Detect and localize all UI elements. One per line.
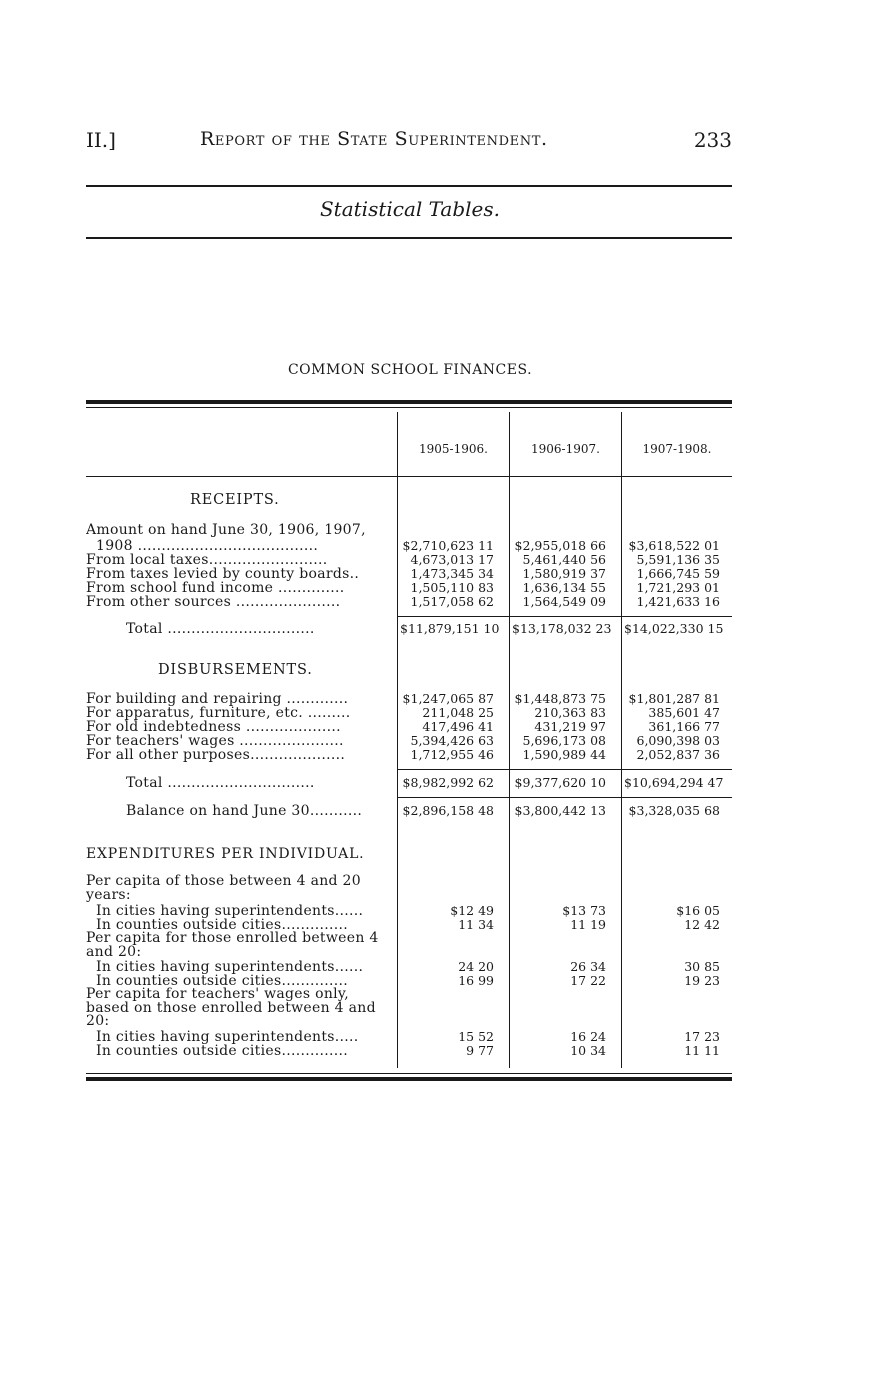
cell-1905-1906: 11 34 <box>458 917 494 932</box>
cell-1907-1908: 1,666,745 59 <box>636 566 720 581</box>
cell-1907-1908: 12 42 <box>684 917 720 932</box>
expenditures-heading: EXPENDITURES PER INDIVIDUAL. <box>86 846 365 862</box>
row-label: In cities having superintendents...... <box>96 904 364 918</box>
row-label: From other sources ...................... <box>86 595 341 609</box>
row-label: In counties outside cities.............. <box>96 918 348 932</box>
cell-1906-1907: $9,377,620 10 <box>514 775 606 790</box>
cell-1905-1906: 211,048 25 <box>422 705 494 720</box>
row-label: 1908 ...................................... <box>96 539 319 553</box>
cell-1905-1906: 1,473,345 34 <box>410 566 494 581</box>
cell-1905-1906: 1,712,955 46 <box>410 747 494 762</box>
per-capita-group-label: Per capita of those between 4 and 20 years: <box>86 873 361 903</box>
cell-1906-1907: 1,590,989 44 <box>522 747 606 762</box>
table-bottom-rule <box>86 1077 732 1081</box>
cell-1907-1908: $3,328,035 68 <box>628 803 720 818</box>
table-row <box>86 1030 732 1044</box>
cell-1907-1908: 19 23 <box>684 973 720 988</box>
cell-1905-1906: $8,982,992 62 <box>402 775 494 790</box>
cell-1905-1906: $2,710,623 11 <box>402 538 494 553</box>
table-row <box>86 960 732 974</box>
cell-1905-1906: $1,247,065 87 <box>402 691 494 706</box>
table-row <box>86 567 732 581</box>
table-bottom-rule-thin <box>86 1073 732 1074</box>
row-label: In counties outside cities.............. <box>96 974 348 988</box>
table-row <box>86 539 732 553</box>
cell-1906-1907: 5,696,173 08 <box>522 733 606 748</box>
cell-1906-1907: 11 19 <box>570 917 606 932</box>
table-row <box>86 720 732 734</box>
cell-1905-1906: 1,517,058 62 <box>410 594 494 609</box>
cell-1907-1908: 11 11 <box>684 1043 720 1058</box>
cell-1907-1908: $1,801,287 81 <box>628 691 720 706</box>
per-capita-group-label: Per capita for teachers' wages only, based on those enrolled between 4 and 20: <box>86 986 376 1029</box>
cell-1905-1906: $11,879,151 10 <box>400 621 500 636</box>
cell-1906-1907: $13 73 <box>562 903 606 918</box>
table-top-rule <box>86 400 732 404</box>
row-label: For old indebtedness .................... <box>86 720 341 734</box>
table-row <box>86 581 732 595</box>
running-header <box>86 128 732 156</box>
disbursements-total-row <box>86 776 732 790</box>
cell-1906-1907: $2,955,018 66 <box>514 538 606 553</box>
report-title: Report of the State Superintendent. <box>200 128 548 150</box>
cell-1905-1906: 5,394,426 63 <box>410 733 494 748</box>
table-row <box>86 1044 732 1058</box>
row-label: For apparatus, furniture, etc. ......... <box>86 706 351 720</box>
cell-1906-1907: $1,448,873 75 <box>514 691 606 706</box>
cell-1906-1907: $3,800,442 13 <box>514 803 606 818</box>
cell-1907-1908: 6,090,398 03 <box>636 733 720 748</box>
cell-1907-1908: $14,022,330 15 <box>624 621 724 636</box>
column-header: 1905-1906. <box>419 442 488 456</box>
subtotal-rule <box>397 769 732 770</box>
balance-row <box>86 804 732 818</box>
table-row <box>86 553 732 567</box>
cell-1906-1907: 431,219 97 <box>534 719 606 734</box>
cell-1906-1907: 5,461,440 56 <box>522 552 606 567</box>
per-capita-group-label: Per capita for those enrolled between 4 and 20: <box>86 930 379 960</box>
cell-1905-1906: 9 77 <box>466 1043 494 1058</box>
row-label: From school fund income .............. <box>86 581 345 595</box>
table-row <box>86 706 732 720</box>
cell-1907-1908: 30 85 <box>684 959 720 974</box>
cell-1906-1907: 210,363 83 <box>534 705 606 720</box>
cell-1907-1908: $3,618,522 01 <box>628 538 720 553</box>
table-title: COMMON SCHOOL FINANCES. <box>287 362 533 378</box>
row-label: Total ............................... <box>126 622 315 636</box>
column-header-rule <box>86 476 732 477</box>
row-label: Balance on hand June 30........... <box>126 804 363 818</box>
cell-1905-1906: $12 49 <box>450 903 494 918</box>
cell-1906-1907: 16 24 <box>570 1029 606 1044</box>
cell-1905-1906: 1,505,110 83 <box>410 580 494 595</box>
subtotal-rule <box>397 797 732 798</box>
statistical-tables-heading: Statistical Tables. <box>319 197 501 221</box>
subtitle-rule <box>86 237 732 239</box>
cell-1906-1907: 10 34 <box>570 1043 606 1058</box>
column-header: 1907-1908. <box>642 442 712 456</box>
finance-table <box>86 400 732 1090</box>
table-row <box>86 748 732 762</box>
section-number: II.] <box>86 128 116 152</box>
table-row <box>86 734 732 748</box>
cell-1906-1907: 1,580,919 37 <box>522 566 606 581</box>
cell-1906-1907: $13,178,032 23 <box>512 621 612 636</box>
table-top-rule-thin <box>86 407 732 408</box>
cell-1906-1907: 1,636,134 55 <box>522 580 606 595</box>
receipts-label-line <box>86 523 732 537</box>
header-rule <box>86 185 732 187</box>
column-header: 1906-1907. <box>531 442 600 456</box>
disbursements-heading: DISBURSEMENTS. <box>158 662 313 678</box>
cell-1905-1906: 24 20 <box>458 959 494 974</box>
cell-1905-1906: 4,673,013 17 <box>410 552 494 567</box>
table-row <box>86 595 732 609</box>
row-label: For building and repairing ............. <box>86 692 349 706</box>
row-label: Total ............................... <box>126 776 315 790</box>
row-label: In cities having superintendents..... <box>96 1030 359 1044</box>
receipts-total-row <box>86 622 732 636</box>
cell-1907-1908: 5,591,136 35 <box>636 552 720 567</box>
cell-1907-1908: 385,601 47 <box>648 705 720 720</box>
cell-1905-1906: 15 52 <box>458 1029 494 1044</box>
receipts-heading: RECEIPTS. <box>190 492 280 508</box>
row-label: From taxes levied by county boards.. <box>86 567 360 581</box>
cell-1907-1908: $10,694,294 47 <box>624 775 724 790</box>
cell-1907-1908: 17 23 <box>684 1029 720 1044</box>
cell-1907-1908: 2,052,837 36 <box>636 747 720 762</box>
cell-1907-1908: 1,421,633 16 <box>636 594 720 609</box>
cell-1905-1906: 16 99 <box>458 973 494 988</box>
row-label: For all other purposes.................... <box>86 748 346 762</box>
row-label: For teachers' wages ...................... <box>86 734 344 748</box>
table-row <box>86 692 732 706</box>
page-number: 233 <box>693 128 732 152</box>
row-label: Amount on hand June 30, 1906, 1907, <box>86 523 366 537</box>
cell-1906-1907: 17 22 <box>570 973 606 988</box>
row-label: In cities having superintendents...... <box>96 960 364 974</box>
cell-1906-1907: 1,564,549 09 <box>522 594 606 609</box>
cell-1905-1906: $2,896,158 48 <box>402 803 494 818</box>
row-label: From local taxes......................... <box>86 553 328 567</box>
cell-1907-1908: $16 05 <box>676 903 720 918</box>
row-label: In counties outside cities.............. <box>96 1044 348 1058</box>
table-row <box>86 904 732 918</box>
cell-1907-1908: 1,721,293 01 <box>636 580 720 595</box>
cell-1905-1906: 417,496 41 <box>422 719 494 734</box>
cell-1907-1908: 361,166 77 <box>648 719 720 734</box>
cell-1906-1907: 26 34 <box>570 959 606 974</box>
subtotal-rule <box>397 616 732 617</box>
